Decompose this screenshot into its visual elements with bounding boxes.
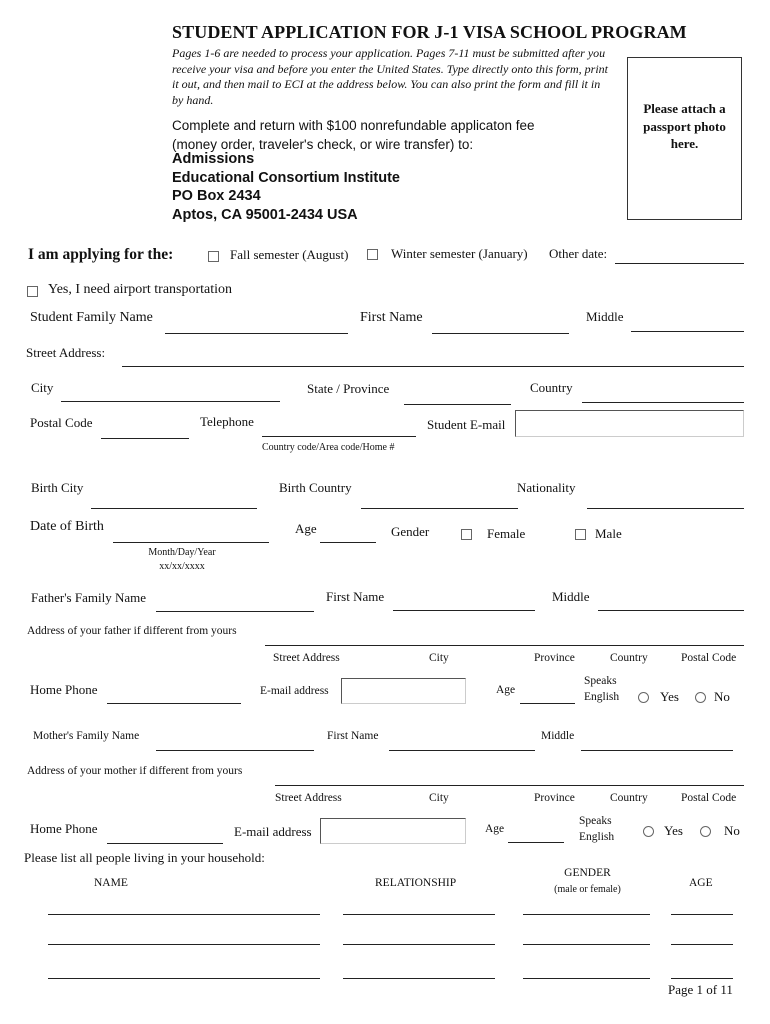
father-home-phone-field[interactable] [107,703,241,704]
photo-instruction: Please attach a passport photo here. [643,101,726,151]
mother-yes-label: Yes [664,823,683,838]
mother-no-label: No [724,823,740,838]
mother-postal-hint: Postal Code [681,792,737,804]
mother-first-name-field[interactable] [389,750,535,751]
age-field[interactable] [320,542,376,543]
mother-street-hint: Street Address [275,792,342,804]
household-age-field[interactable] [671,978,733,979]
father-no-label: No [714,689,730,704]
mother-family-name-field[interactable] [156,750,314,751]
household-age-header: AGE [689,877,713,889]
birth-city-label: Birth City [31,480,84,495]
dob-format-example: xx/xx/xxxx [159,561,205,572]
return-instructions [172,116,535,154]
other-date-field[interactable] [615,263,744,264]
country-field[interactable] [582,402,744,403]
father-yes-label: Yes [660,689,679,704]
father-english-label: English [584,691,620,703]
form-title: STUDENT APPLICATION FOR J-1 VISA SCHOOL PROGRAM [172,22,687,42]
fall-semester-checkbox[interactable] [208,251,219,262]
mother-first-name-label: First Name [327,730,379,742]
father-address-field[interactable] [265,645,744,646]
father-middle-field[interactable] [598,610,744,611]
page-number: Page 1 of 11 [668,982,733,997]
father-english-no-radio[interactable] [695,692,706,703]
mailing-address [172,150,400,224]
household-gender-field[interactable] [523,914,650,915]
street-address-field[interactable] [122,366,744,367]
passport-photo-box[interactable] [627,57,742,220]
mother-email-label: E-mail address [234,824,312,839]
father-home-phone-label: Home Phone [30,682,98,697]
household-age-field[interactable] [671,944,733,945]
country-label: Country [530,380,573,395]
mother-middle-field[interactable] [581,750,733,751]
fall-semester-label: Fall semester (August) [230,247,349,262]
mother-english-yes-radio[interactable] [643,826,654,837]
mother-city-hint: City [429,792,449,804]
city-field[interactable] [61,401,280,402]
mother-province-hint: Province [534,792,575,804]
father-city-hint: City [429,652,449,664]
father-family-name-label: Father's Family Name [31,590,146,605]
household-gender-hint: (male or female) [554,884,621,895]
household-gender-field[interactable] [523,944,650,945]
household-relationship-field[interactable] [343,978,495,979]
mother-family-name-label: Mother's Family Name [33,730,140,742]
mother-age-field[interactable] [508,842,564,843]
household-name-field[interactable] [48,914,320,915]
age-label: Age [295,521,317,536]
household-name-field[interactable] [48,978,320,979]
female-label: Female [487,526,526,541]
student-email-input[interactable] [515,410,744,437]
father-speaks-label: Speaks [584,675,617,687]
airport-transport-checkbox[interactable] [27,286,38,297]
male-checkbox[interactable] [575,529,586,540]
mother-english-no-radio[interactable] [700,826,711,837]
mother-age-label: Age [485,823,505,835]
telephone-field[interactable] [262,436,416,437]
return-line-1: Complete and return with $100 nonrefundable applicaton fee [172,118,535,133]
father-email-label: E-mail address [260,685,329,697]
household-gender-field[interactable] [523,978,650,979]
phone-format-hint: Country code/Area code/Home # [262,442,395,453]
winter-semester-label: Winter semester (January) [391,246,528,261]
household-gender-header: GENDER [564,867,611,879]
intro-text: Pages 1-6 are needed to process your application. Pages 7-11 must be submitted after you receive your visa and before you enter the United States. Type directly onto this form, print it out, and then mail to ECI at the address below. You can also print the form and fill it in by hand. [172,46,609,107]
city-label: City [31,380,54,395]
state-label: State / Province [307,381,390,396]
birth-city-field[interactable] [91,508,257,509]
mother-address-field[interactable] [275,785,744,786]
student-middle-field[interactable] [631,331,744,332]
student-first-name-label: First Name [360,310,423,325]
household-label: Please list all people living in your household: [24,850,265,865]
mother-country-hint: Country [610,792,648,804]
address-line: Aptos, CA 95001-2434 USA [172,206,358,223]
other-date-label: Other date: [549,246,608,261]
mother-speaks-label: Speaks [579,815,612,827]
student-family-name-label: Student Family Name [30,310,153,325]
birth-country-label: Birth Country [279,480,352,495]
household-relationship-field[interactable] [343,944,495,945]
birth-country-field[interactable] [361,508,518,509]
mother-email-input[interactable] [320,818,466,844]
winter-semester-checkbox[interactable] [367,249,378,260]
mother-home-phone-field[interactable] [107,843,223,844]
student-email-label: Student E-mail [427,417,506,432]
father-address-label: Address of your father if different from yours [27,625,237,637]
postal-code-label: Postal Code [30,415,93,430]
household-name-field[interactable] [48,944,320,945]
father-country-hint: Country [610,652,648,664]
airport-transport-label: Yes, I need airport transportation [48,282,233,297]
nationality-label: Nationality [517,480,576,495]
street-address-label: Street Address: [26,345,106,360]
father-family-name-field[interactable] [156,611,314,612]
date-of-birth-field[interactable] [113,542,269,543]
father-first-name-field[interactable] [393,610,535,611]
gender-label: Gender [391,524,430,539]
father-age-label: Age [496,684,516,696]
address-line: Educational Consortium Institute [172,169,400,186]
telephone-label: Telephone [200,414,254,429]
student-middle-label: Middle [586,309,624,324]
household-relationship-header: RELATIONSHIP [375,877,457,889]
father-province-hint: Province [534,652,575,664]
date-of-birth-label: Date of Birth [30,519,104,534]
father-english-yes-radio[interactable] [638,692,649,703]
father-age-field[interactable] [520,703,575,704]
state-field[interactable] [404,404,511,405]
address-line: PO Box 2434 [172,188,261,204]
applying-label: I am applying for the: [28,246,174,263]
mother-middle-label: Middle [541,730,575,742]
dob-format-hint: Month/Day/Year [148,547,216,558]
mother-address-label: Address of your mother if different from yours [27,765,243,777]
father-postal-hint: Postal Code [681,652,737,664]
father-middle-label: Middle [552,589,590,604]
father-street-hint: Street Address [273,652,340,664]
father-email-input[interactable] [341,678,466,704]
mother-home-phone-label: Home Phone [30,821,98,836]
household-name-header: NAME [94,877,128,889]
student-family-name-field[interactable] [165,333,348,334]
male-label: Male [595,526,622,541]
father-first-name-label: First Name [326,589,385,604]
student-first-name-field[interactable] [432,333,569,334]
female-checkbox[interactable] [461,529,472,540]
postal-code-field[interactable] [101,438,189,439]
nationality-field[interactable] [587,508,744,509]
mother-english-label: English [579,831,615,843]
return-line-2: (money order, traveler's check, or wire transfer) to: [172,137,474,152]
address-line: Admissions [172,151,255,167]
household-relationship-field[interactable] [343,914,495,915]
household-age-field[interactable] [671,914,733,915]
